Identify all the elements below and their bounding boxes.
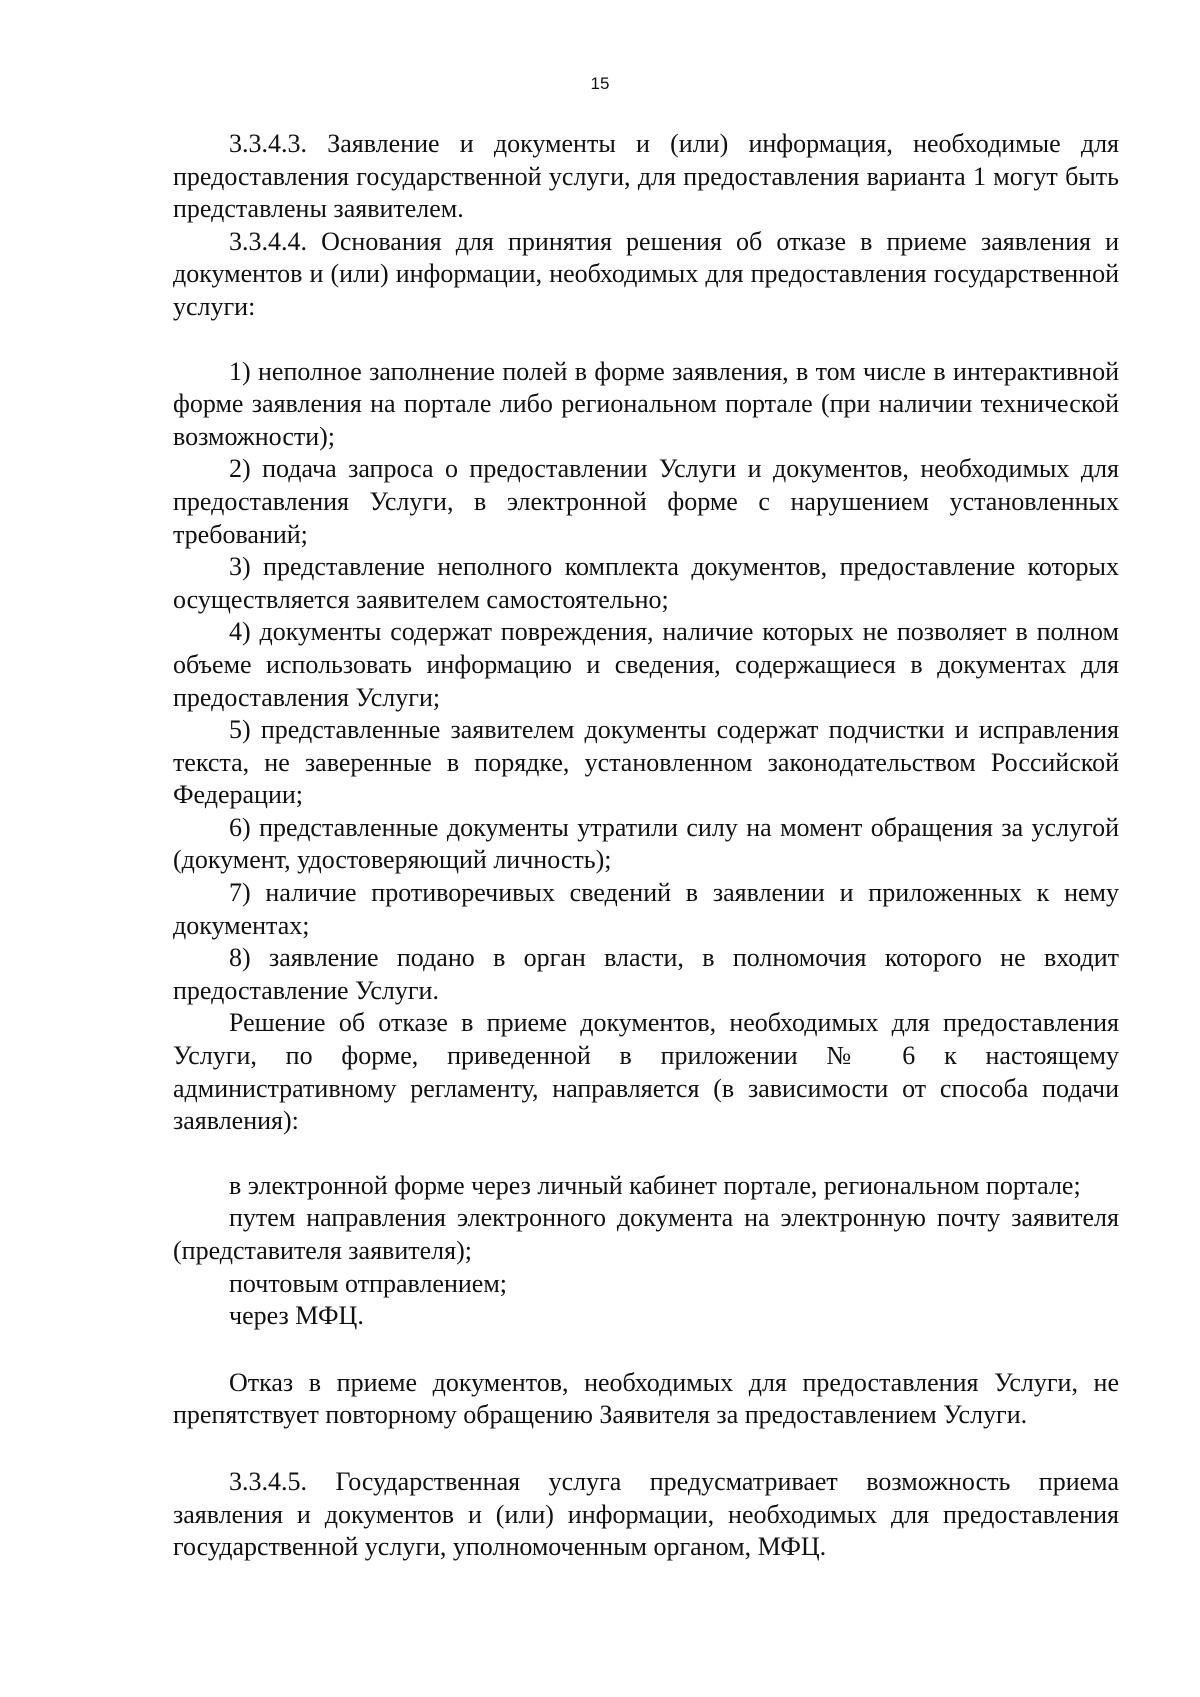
list-item-6: 6) представленные документы утратили силу на момент обращения за услугой (документ, удостоверяющий личность); [173, 812, 1119, 875]
list-item-7: 7) наличие противоречивых сведений в заявлении и приложенных к нему документах; [173, 878, 1119, 940]
list-item-2: 2) подача запроса о предоставлении Услуги и документов, необходимых для предоставления Услуги, в электронной форме с нарушением установленных требований; [173, 454, 1119, 549]
page-number: 15 [590, 74, 610, 93]
delivery-method-4: через МФЦ. [229, 1301, 364, 1331]
list-item-5: 5) представленные заявителем документы содержат подчистки и исправления текста, не заверенные в порядке, установленном законодательством Российской Федерации; [173, 715, 1119, 810]
document-body [173, 128, 1119, 1564]
delivery-method-1: в электронной форме через личный кабинет портале, региональном портале; [229, 1170, 1081, 1200]
paragraph-3-3-4-3: 3.3.4.3. Заявление и документы и (или) информация, необходимые для предоставления государственной услуги, для предоставления варианта 1 могут быть представлены заявителем. [173, 129, 1119, 224]
decision-paragraph: Решение об отказе в приеме документов, необходимых для предоставления Услуги, по форме, приведенной в приложении № 6 к настоящему административному регламенту, направляется (в зависимости от способа подачи заявления): [173, 1008, 1119, 1136]
paragraph-3-3-4-5: 3.3.4.5. Государственная услуга предусматривает возможность приема заявления и документов и (или) информации, необходимых для предоставления государственной услуги, уполномоченным органом, МФЦ. [173, 1466, 1119, 1562]
list-item-1: 1) неполное заполнение полей в форме заявления, в том числе в интерактивной форме заявления на портале либо региональном портале (при наличии технической возможности); [173, 356, 1119, 451]
list-item-3: 3) представление неполного комплекта документов, предоставление которых осуществляется заявителем самостоятельно; [173, 552, 1119, 614]
paragraph-3-3-4-4: 3.3.4.4. Основания для принятия решения об отказе в приеме заявления и документов и (или) информации, необходимых для предоставления государственной услуги: [173, 226, 1119, 321]
refusal-note: Отказ в приеме документов, необходимых для предоставления Услуги, не препятствует повторному обращению Заявителя за предоставлением Услуги. [173, 1367, 1119, 1430]
list-item-8: 8) заявление подано в орган власти, в полномочия которого не входит предоставление Услуги. [173, 943, 1119, 1005]
delivery-method-2: путем направления электронного документа на электронную почту заявителя (представителя заявителя); [173, 1203, 1119, 1265]
list-item-4: 4) документы содержат повреждения, наличие которых не позволяет в полном объеме использовать информацию и сведения, содержащиеся в документах для предоставления Услуги; [173, 617, 1119, 712]
delivery-method-3: почтовым отправлением; [229, 1268, 508, 1298]
